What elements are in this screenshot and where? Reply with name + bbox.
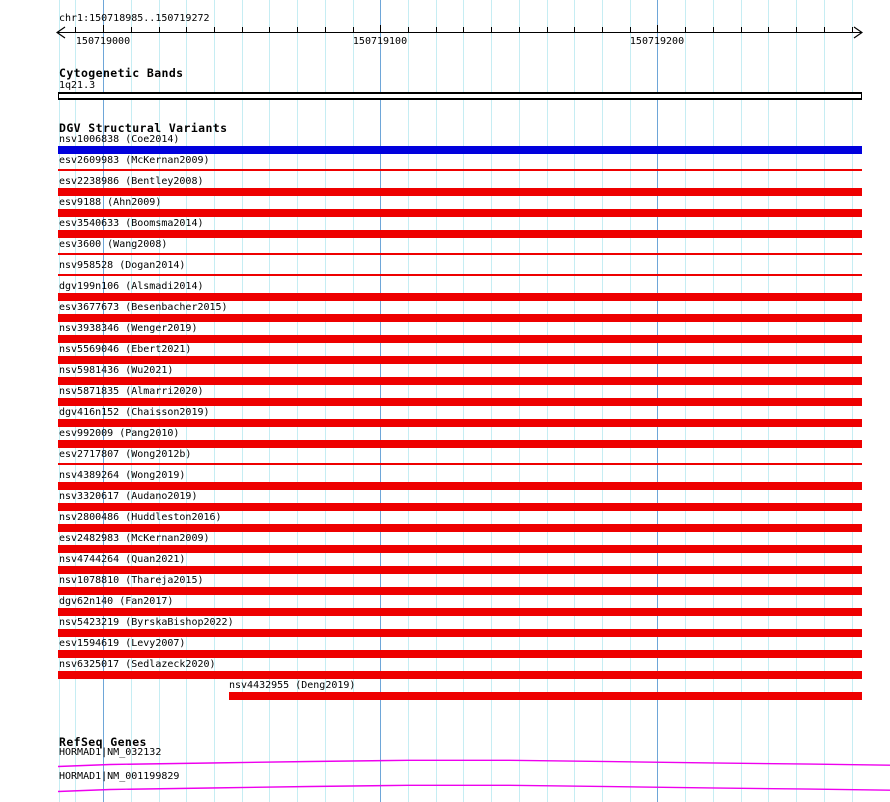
variant-feature-bar[interactable] [58,274,862,276]
ruler-tick [574,27,575,32]
ruler-tick-label: 150719200 [629,36,685,47]
variant-label[interactable]: esv2482983 (McKernan2009) [59,533,210,544]
ruler-tick [131,27,132,32]
ruler-tick [186,27,187,32]
variant-label[interactable]: nsv4389264 (Wong2019) [59,470,186,481]
ruler-tick [824,27,825,32]
region-label: chr1:150718985..150719272 [59,13,210,24]
ruler-tick [75,27,76,32]
variant-feature-bar[interactable] [229,692,862,700]
variant-label[interactable]: esv2238986 (Bentley2008) [59,176,204,187]
variant-feature-bar[interactable] [58,440,862,448]
ruler-tick [297,27,298,32]
variant-label[interactable]: nsv5423219 (ByrskaBishop2022) [59,617,234,628]
variant-label[interactable]: nsv5569046 (Ebert2021) [59,344,192,355]
variant-feature-bar[interactable] [58,356,862,364]
track-title-refseq: RefSeq Genes [59,735,147,749]
variant-feature-bar[interactable] [58,463,862,465]
variant-label[interactable]: dgv62n140 (Fan2017) [59,596,174,607]
variant-feature-bar[interactable] [58,293,862,301]
variant-feature-bar[interactable] [58,419,862,427]
variant-feature-bar[interactable] [58,650,862,658]
variant-label[interactable]: esv2717807 (Wong2012b) [59,449,192,460]
gene-label[interactable]: HORMAD1|NM_001199829 [59,771,180,782]
variant-feature-bar[interactable] [58,146,862,154]
ruler-tick [852,27,853,32]
ruler-tick [242,27,243,32]
gene-label[interactable]: HORMAD1|NM_032132 [59,747,162,758]
variant-label[interactable]: nsv3938346 (Wenger2019) [59,323,198,334]
variant-label[interactable]: esv2609983 (McKernan2009) [59,155,210,166]
axis-line [58,32,862,33]
variant-feature-bar[interactable] [58,503,862,511]
variant-label[interactable]: nsv3320617 (Audano2019) [59,491,198,502]
variant-feature-bar[interactable] [58,230,862,238]
ruler-tick [657,25,658,32]
variant-label[interactable]: esv9188 (Ahn2009) [59,197,162,208]
variant-label[interactable]: esv1594619 (Levy2007) [59,638,186,649]
ruler-tick [796,27,797,32]
ruler-tick-label: 150719100 [352,36,408,47]
variant-feature-bar[interactable] [58,377,862,385]
ruler-tick [491,27,492,32]
variant-label[interactable]: esv3540633 (Boomsma2014) [59,218,204,229]
ruler-tick [436,27,437,32]
variant-label[interactable]: dgv416n152 (Chaisson2019) [59,407,210,418]
variant-label[interactable]: esv992009 (Pang2010) [59,428,180,439]
ruler-tick [214,27,215,32]
variant-feature-bar[interactable] [58,587,862,595]
track-title-dgv: DGV Structural Variants [59,121,228,135]
variant-label[interactable]: esv3600 (Wang2008) [59,239,168,250]
variant-feature-bar[interactable] [58,566,862,574]
variant-feature-bar[interactable] [58,188,862,196]
variant-label[interactable]: nsv958528 (Dogan2014) [59,260,186,271]
track-title-cytogenetic: Cytogenetic Bands [59,66,184,80]
variant-feature-bar[interactable] [58,335,862,343]
ruler-tick [353,27,354,32]
ruler-tick [463,27,464,32]
ruler-tick [325,27,326,32]
axis-right-arrow-icon [853,26,863,39]
variant-feature-bar[interactable] [58,398,862,406]
gene-models [0,750,890,802]
axis-left-arrow-icon [56,26,66,39]
ruler-tick [547,27,548,32]
ruler-tick [685,27,686,32]
ruler-tick [408,27,409,32]
variant-label[interactable]: nsv4744264 (Quan2021) [59,554,186,565]
ruler-tick [602,27,603,32]
cytoband-label: 1q21.3 [59,80,96,91]
ruler-tick [269,27,270,32]
variant-label[interactable]: nsv1006838 (Coe2014) [59,134,180,145]
ruler-tick [103,25,104,32]
ruler-tick [380,25,381,32]
variant-label[interactable]: dgv199n106 (Alsmadi2014) [59,281,204,292]
ruler-tick [768,27,769,32]
ruler-tick-label: 150719000 [75,36,131,47]
ruler-tick [519,27,520,32]
variant-label[interactable]: nsv1078810 (Thareja2015) [59,575,204,586]
ruler-tick [630,27,631,32]
variant-feature-bar[interactable] [58,608,862,616]
variant-feature-bar[interactable] [58,314,862,322]
variant-feature-bar[interactable] [58,671,862,679]
variant-feature-bar[interactable] [58,209,862,217]
variant-label[interactable]: nsv5871835 (Almarri2020) [59,386,204,397]
variant-label[interactable]: esv3677673 (Besenbacher2015) [59,302,228,313]
cytoband-feature[interactable] [58,92,862,100]
variant-feature-bar[interactable] [58,482,862,490]
variant-label[interactable]: nsv5981436 (Wu2021) [59,365,174,376]
ruler-tick [159,27,160,32]
ruler-tick [741,27,742,32]
variant-feature-bar[interactable] [58,545,862,553]
variant-label[interactable]: nsv6325017 (Sedlazeck2020) [59,659,216,670]
gene-intron-line[interactable] [58,760,890,766]
variant-feature-bar[interactable] [58,524,862,532]
variant-label[interactable]: nsv4432955 (Deng2019) [229,680,356,691]
variant-label[interactable]: nsv2800486 (Huddleston2016) [59,512,222,523]
variant-feature-bar[interactable] [58,169,862,171]
variant-feature-bar[interactable] [58,629,862,637]
gene-intron-line[interactable] [58,785,890,791]
ruler-tick [713,27,714,32]
variant-feature-bar[interactable] [58,253,862,255]
